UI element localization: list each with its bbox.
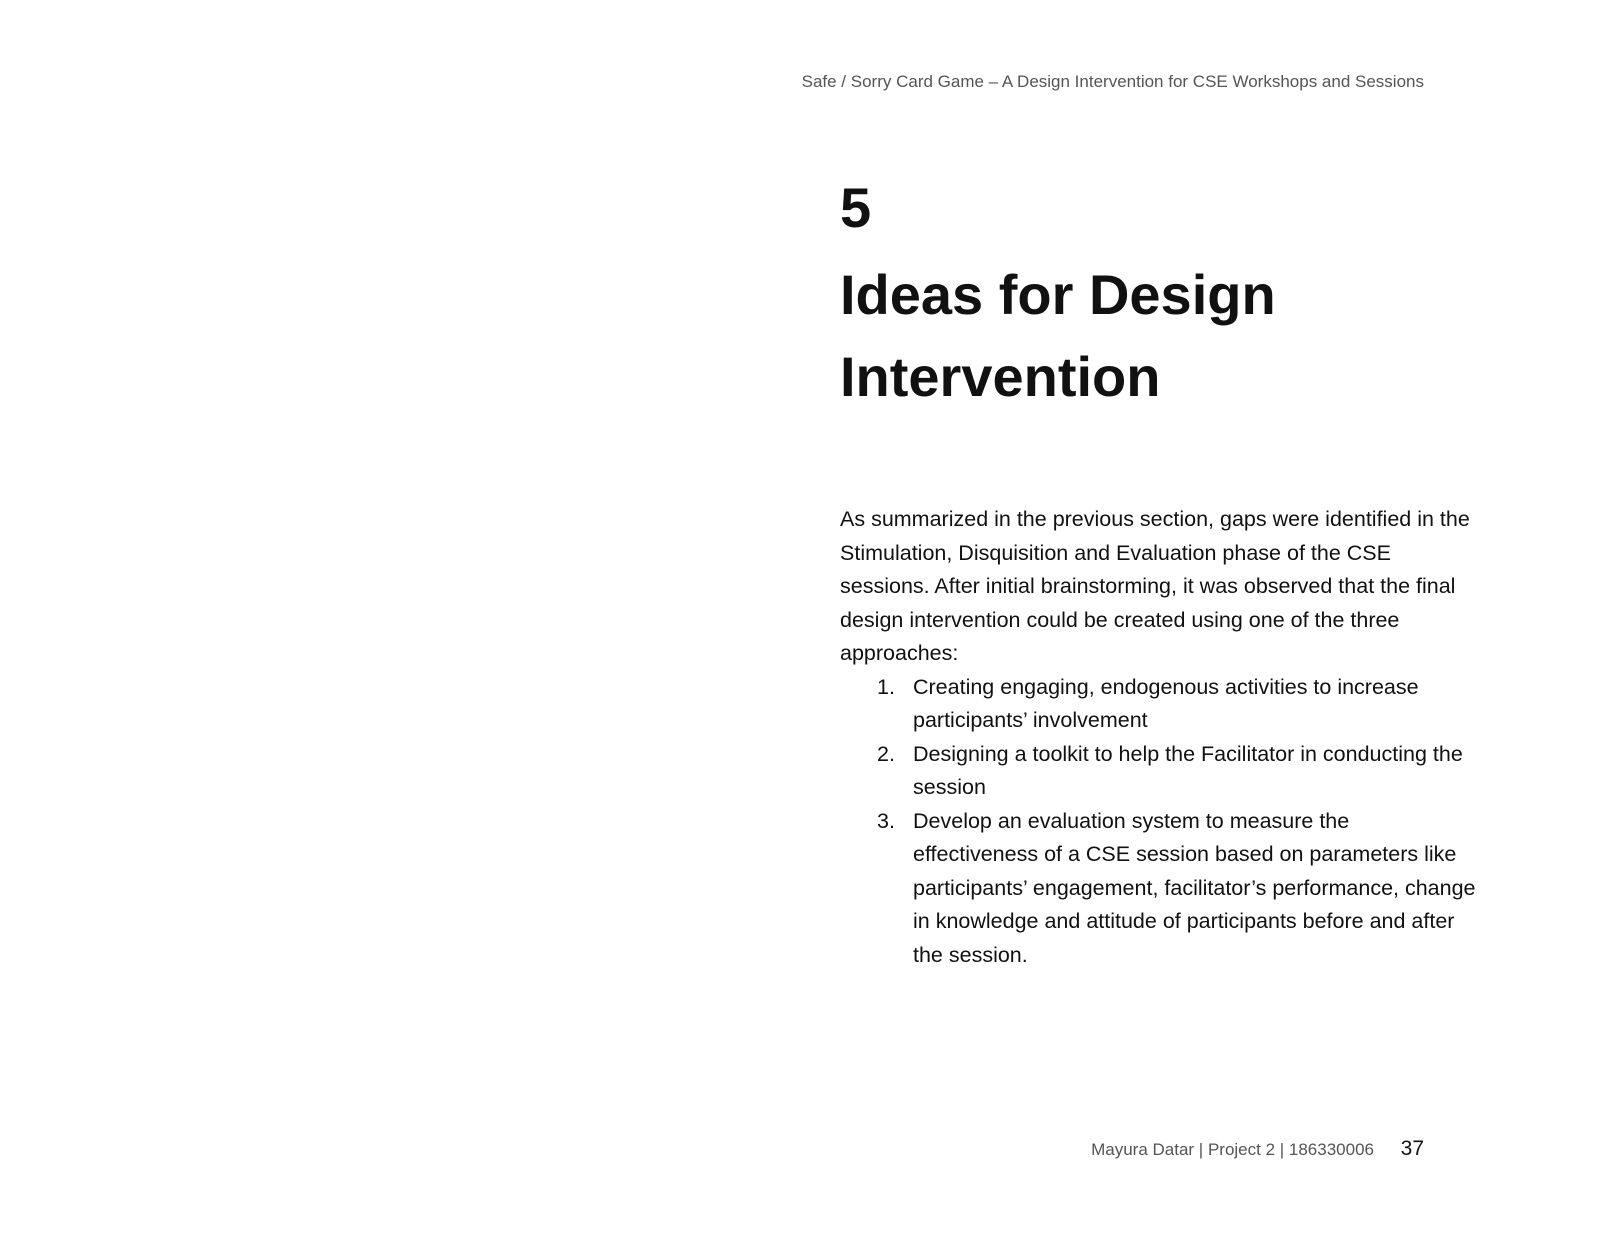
list-item-text: Creating engaging, endogenous activities to increase participants’ involvement [913,674,1419,732]
list-item [840,738,1480,805]
list-item-text: Develop an evaluation system to measure the effectiveness of a CSE session based on parameters like participants’ engagement, facilitator’s performance, change in knowledge and attitude of participants before and after the session. [913,808,1476,967]
approach-list [840,671,1480,973]
chapter-title: Ideas for Design Intervention [840,263,1276,408]
list-item-text: Designing a toolkit to help the Facilitator in conducting the session [913,741,1463,799]
intro-paragraph: As summarized in the previous section, gaps were identified in the Stimulation, Disquisition and Evaluation phase of the CSE sessions. After initial brainstorming, it was observed that the final design intervention could be created using one of the three approaches: [840,507,1470,665]
list-item-number: 3. [877,808,895,833]
footer-credit: Mayura Datar | Project 2 | 186330006 [1091,1140,1374,1159]
page-number: 37 [1400,1137,1424,1160]
running-header: Safe / Sorry Card Game – A Design Intervention for CSE Workshops and Sessions [801,72,1424,91]
chapter-number: 5 [840,176,872,239]
list-item [840,805,1480,973]
list-item [840,671,1480,738]
body-text [840,503,1480,972]
list-item-number: 2. [877,741,895,766]
list-item-number: 1. [877,674,895,699]
